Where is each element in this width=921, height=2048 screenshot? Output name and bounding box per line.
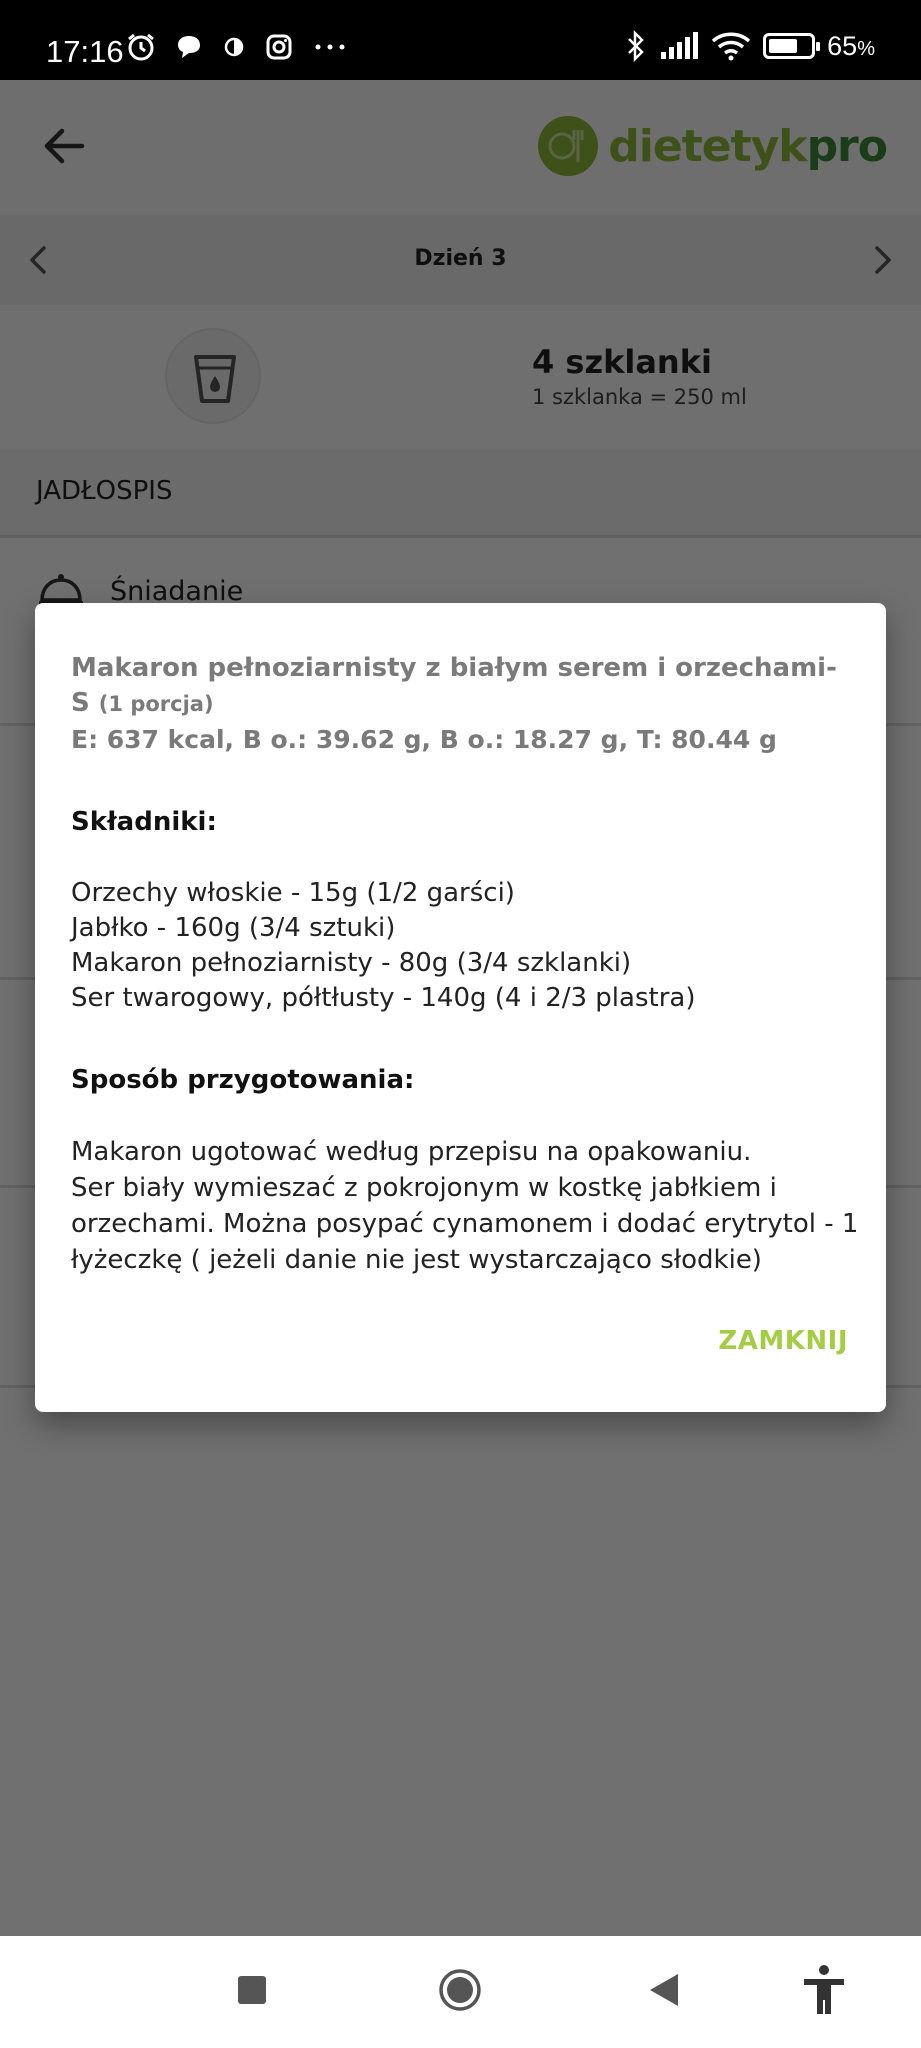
signal-icon xyxy=(659,32,699,60)
preparation-heading: Sposób przygotowania: xyxy=(71,1065,415,1095)
preparation-line: Makaron ugotować według przepisu na opakowaniu. xyxy=(71,1137,752,1167)
recipe-macros: E: 637 kcal, B o.: 39.62 g, B o.: 18.27 g, T: 80.44 g xyxy=(71,725,777,754)
status-time: 17:16 xyxy=(46,34,124,69)
half-circle-icon xyxy=(222,32,246,62)
bluetooth-icon xyxy=(625,30,647,62)
preparation-text xyxy=(71,1134,861,1278)
recipe-dialog-body xyxy=(71,651,861,1278)
battery-icon xyxy=(763,33,815,59)
status-left-icons xyxy=(126,32,348,62)
status-bar xyxy=(0,0,921,80)
preparation-line: Ser biały wymieszać z pokrojonym w kostkę jabłkiem i orzechami. Można posypać cynamonem i dodać erytrytol - 1 łyżeczkę ( jeżeli danie nie jest wystarczająco słodkie) xyxy=(71,1173,859,1275)
ingredients-heading: Składniki: xyxy=(71,807,217,837)
ingredients-list xyxy=(71,876,861,1016)
ingredient-item: Makaron pełnoziarnisty - 80g (3/4 szklanki) xyxy=(71,948,632,978)
more-dots-icon xyxy=(312,32,348,62)
ingredient-item: Jabłko - 160g (3/4 sztuki) xyxy=(71,913,396,943)
recents-square-icon[interactable] xyxy=(236,1974,268,2006)
home-circle-icon[interactable] xyxy=(438,1968,482,2012)
recipe-dialog xyxy=(35,603,886,1412)
recipe-title: Makaron pełnoziarnisty z białym serem i orzechami- S (1 porcja) xyxy=(71,653,837,718)
instagram-icon xyxy=(264,32,294,62)
recipe-portion: (1 porcja) xyxy=(98,692,214,716)
chat-bubble-icon xyxy=(174,32,204,62)
status-right-icons xyxy=(625,30,875,62)
battery-percent: 65% xyxy=(827,30,875,61)
ingredient-item: Ser twarogowy, półtłusty - 140g (4 i 2/3 plastra) xyxy=(71,983,696,1013)
accessibility-icon[interactable] xyxy=(800,1964,848,2016)
alarm-icon xyxy=(126,32,156,62)
back-triangle-icon[interactable] xyxy=(648,1972,680,2008)
ingredient-item: Orzechy włoskie - 15g (1/2 garści) xyxy=(71,878,515,908)
close-dialog-button[interactable]: ZAMKNIJ xyxy=(718,1326,848,1356)
wifi-icon xyxy=(711,31,751,61)
system-navigation-bar xyxy=(0,1936,921,2048)
